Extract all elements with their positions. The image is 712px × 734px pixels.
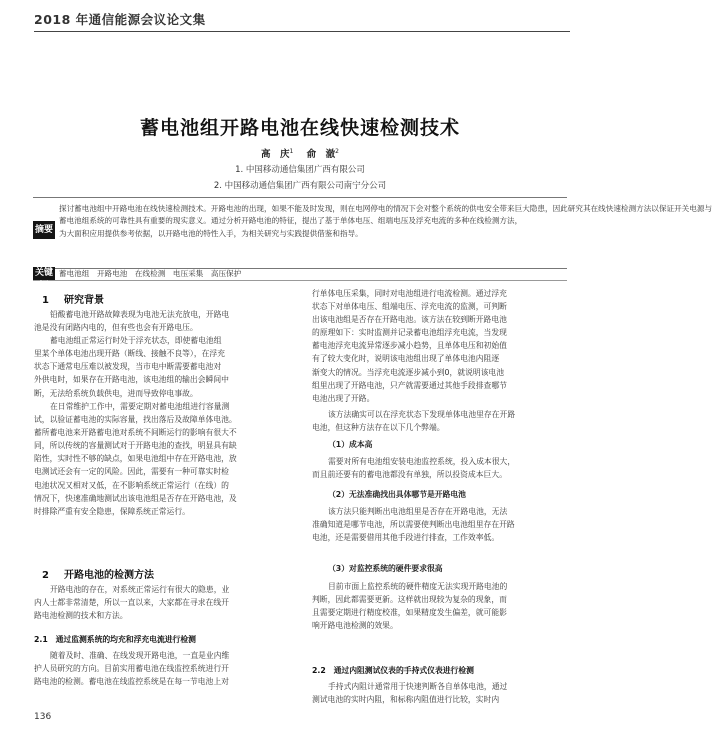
drawback-3-paragraph [312, 580, 556, 632]
text-line: 且需要定期进行精度校准，如果精度发生偏差，就可能影 [312, 608, 507, 618]
text-line: 试，以验证蓄电池的实际容量，找出落后及故障单体电池。 [34, 415, 237, 425]
section2-paragraph [34, 583, 278, 622]
section-number: 2 [42, 570, 49, 581]
drawback-2-paragraph [312, 505, 556, 544]
text-line: 状态下通常电压难以被发现，当市电中断需要蓄电池对 [34, 362, 222, 372]
author-2-sup: 2 [335, 147, 339, 155]
text-line: 准确知道是哪节电池，所以需要使判断出电池组里存在开路 [312, 520, 515, 530]
affiliation-1: 1. 中国移动通信集团广西有限公司 [235, 165, 365, 175]
page-number: 136 [34, 712, 52, 722]
text-line: 里某个单体电池出现开路（断线、接触不良等），在浮充 [34, 349, 226, 359]
text-line: 同，所以传统的容量测试对于开路电池的查找，明显具有缺 [34, 441, 237, 451]
text-line: 电池出现了开路。 [312, 393, 375, 403]
subsection-heading-2-1: 2.1 通过监测系统的均充和浮充电流进行检测 [34, 635, 196, 644]
text-line: 电测试还会有一定的风险。因此，需要有一种可靠实时检 [34, 467, 229, 477]
text-line: 断，无法给系统负载供电，进而导致停电事故。 [34, 388, 198, 398]
section-heading-2 [34, 566, 154, 581]
text-line: 出该电池组是否存在开路电池。该方法在较到断开路电池 [312, 315, 507, 325]
subsection-2-2-paragraph [312, 680, 556, 706]
text-line: 在日常维护工作中，需要定期对蓄电池组进行容量测 [50, 402, 230, 411]
section1-paragraph-1 [34, 308, 278, 400]
section-number: 1 [42, 295, 49, 306]
text-line: 护人员研究的方向。目前实用蓄电池在线监控系统进行开 [34, 664, 229, 674]
author-2: 俞 澈 [306, 149, 336, 160]
subsection-heading-2-2: 2.2 通过内阻测试仪表的手持式仪表进行检测 [312, 666, 474, 675]
section-title: 开路电池的检测方法 [64, 570, 154, 581]
text-line: 手持式内阻计通常用于快速判断各自单体电池，通过 [328, 682, 508, 691]
text-line: 随着及时、准确、在线发现开路电池，一直是业内维 [50, 651, 230, 660]
abstract-label: 摘要 [33, 221, 55, 239]
abstract-line: 探讨蓄电池组中开路电池在线快速检测技术。开路电池的出现，如果不能及时发现，则在电网停电的情况下会对整个系统的供电安全带来巨大隐患，因此研究其在线快速检测方法以保证开关电源与 [59, 204, 712, 213]
section1-paragraph-2 [34, 400, 278, 518]
text-line: 路电池的检测。蓄电池在线监控系统是在每一节电池上对 [34, 677, 229, 687]
text-line: 目前市面上监控系统的硬件精度无法实现开路电池的 [328, 582, 508, 591]
text-line: 内人士都非常清楚，所以一直以来，大家都在寻求在线开 [34, 598, 229, 608]
text-line: 蓄电池浮充电流异常逐步减小趋势，且单体电压和初始值 [312, 341, 507, 351]
right-paragraph-1 [312, 287, 556, 405]
text-line: 组里出现了开路电池，只产就需要通过其他手段排查哪节 [312, 380, 507, 390]
text-line: 陷性，实时性不够的缺点，如果电池组中存在开路电池，放 [34, 454, 237, 464]
author-1-sup: 1 [289, 147, 294, 155]
abstract-line: 蓄电池组系统的可靠性具有重要的现实意义。通过分析开路电池的特征，提出了基于单体电压、组端电压及浮充电流的多种在线检测方法， [59, 216, 523, 226]
running-head: 2018 年通信能源会议论文集 [34, 12, 206, 27]
text-line: 路电池检测的技术和方法。 [34, 611, 128, 621]
left-column [34, 0, 278, 734]
drawback-1-paragraph [312, 455, 556, 481]
author-1: 高 庆 [261, 149, 290, 160]
text-line: 蓄所蓄电池来开路蓄电池对系统不间断运行的影响有很大不 [34, 428, 237, 438]
right-paragraph-2 [312, 408, 556, 434]
text-line: 行单体电压采集，同时对电池组进行电流检测。通过浮充 [312, 289, 507, 298]
right-column [312, 0, 556, 734]
text-line: 该方法确实可以在浮充状态下发现单体电池里存在开路 [328, 410, 516, 419]
keywords-label: 关键词 [34, 268, 53, 291]
text-line: 状态下对单体电压、组端电压、浮充电流的监测，可判断 [312, 302, 507, 312]
text-line: 时排除严重有安全隐患，保障系统正常运行。 [34, 506, 190, 516]
text-line: 判断，因此都需要更新。这样就出现较为复杂的现象，而 [312, 595, 507, 605]
affiliation-2: 2. 中国移动通信集团广西有限公司南宁分公司 [213, 181, 387, 191]
keywords-text: 蓄电池组 开路电池 在线检测 电压采集 高压保护 [59, 269, 242, 278]
text-line: 池是没有闭路内电的，但有些也会有开路电压。 [34, 323, 198, 333]
drawback-heading-1: （1）成本高 [328, 440, 373, 449]
text-line: 情况下，快速准确地测试出该电池组是否存在开路电池，及 [34, 493, 237, 503]
text-line: 有了较大变化时，说明该电池组出现了单体电池内阻逐 [312, 354, 500, 364]
text-line: 测试电池的实时内阻，和标称内阻值进行比较，实时内 [312, 695, 500, 705]
text-line: 需要对所有电池组安装电池监控系统，投入成本很大， [328, 457, 516, 466]
text-line: 铅酸蓄电池开路故障表现为电池无法充放电，开路电 [50, 310, 230, 319]
text-line: 电池状况又相对又低，在不影响系统正常运行（在线）的 [34, 480, 229, 490]
section-heading-1 [34, 291, 104, 306]
text-line: 该方法只能判断出电池组里是否存在开路电池，无法 [328, 507, 508, 516]
paper-title: 蓄电池组开路电池在线快速检测技术 [139, 117, 460, 139]
section-title: 研究背景 [64, 295, 104, 306]
subsection-2-1-paragraph [34, 649, 278, 688]
text-line: 电池，但这种方法存在以下几个弊端。 [312, 423, 445, 433]
drawback-heading-3: （3）对监控系统的硬件要求很高 [328, 564, 443, 573]
text-line: 而且前还要有的蓄电池都没有单独，所以投资成本巨大。 [312, 470, 507, 480]
text-line: 的原理如下：实时监测并记录蓄电池组浮充电流，当发现 [312, 328, 507, 338]
abstract-line: 为大面积应用提供参考依据，以开路电池的特性入手，为相关研究与实践提供借鉴和指导。 [59, 228, 363, 238]
drawback-heading-2: （2）无法准确找出具体哪节是开路电池 [328, 490, 466, 499]
text-line: 渐变大的情况。当浮充电流逐步减小到0，就说明该电池 [312, 367, 505, 377]
text-line: 开路电池的存在，对系统正常运行有很大的隐患，业 [50, 585, 230, 594]
text-line: 蓄电池组正常运行时处于浮充状态，即使蓄电池组 [50, 336, 222, 346]
text-line: 外供电时，如果存在开路电池，该电池组的输出会瞬间中 [34, 375, 229, 385]
text-line: 电池，还是需要借用其他手段进行排查，工作效率低。 [312, 533, 500, 543]
text-line: 响开路电池检测的效果。 [312, 621, 398, 631]
